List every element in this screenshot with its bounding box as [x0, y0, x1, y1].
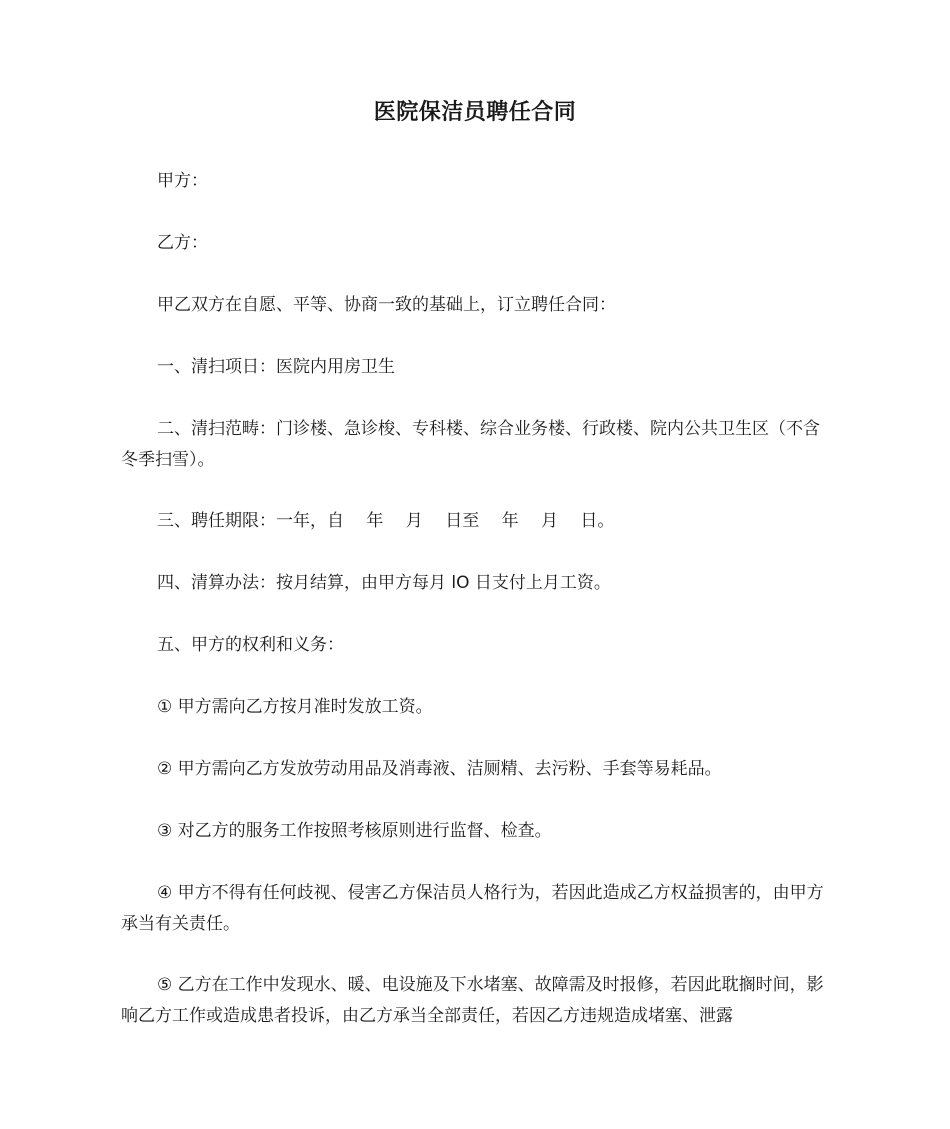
- party-b-line: 乙方：: [157, 233, 208, 253]
- clause-party-a-rights-heading: 五、甲方的权利和义务：: [157, 635, 344, 655]
- clause-cleaning-scope: 二、清扫范畴：门诊楼、急诊梭、专科楼、综合业务楼、行政楼、院内公共卫生区（不含冬季扫雪）。: [121, 419, 820, 470]
- document-title: 医院保洁员聘任合同: [373, 100, 577, 125]
- preamble-paragraph: 甲乙双方在自愿、平等、协商一致的基础上，订立聘任合同：: [157, 295, 616, 315]
- list-item: ③ 对乙方的服务工作按照考核原则进行监督、检查。: [157, 821, 552, 841]
- clause-cleaning-item: 一、清扫项日：医院内用房卫生: [157, 357, 395, 377]
- list-item: ⑤ 乙方在工作中发现水、暖、电设施及下水堵塞、故障需及时报修，若因此耽搁时间，影响乙方工作或造成患者投诉，由乙方承当全部责任，若因乙方违规造成堵塞、泄露: [121, 975, 824, 1026]
- party-a-line: 甲方：: [157, 171, 208, 191]
- clause-settlement: 四、清算办法：按月结算，由甲方每月 lO 日支付上月工资。: [157, 573, 611, 593]
- list-item: ② 甲方需向乙方发放劳动用品及消毒液、洁厕精、去污粉、手套等易耗品。: [157, 759, 722, 779]
- list-item: ④ 甲方不得有任何歧视、侵害乙方保洁员人格行为，若因此造成乙方权益损害的，由甲方承当有关责任。: [121, 883, 824, 934]
- list-item: ① 甲方需向乙方按月准时发放工资。: [157, 697, 433, 717]
- clause-term: 三、聘任期限：一年，自 年 月 日至 年 月 日。: [157, 511, 615, 531]
